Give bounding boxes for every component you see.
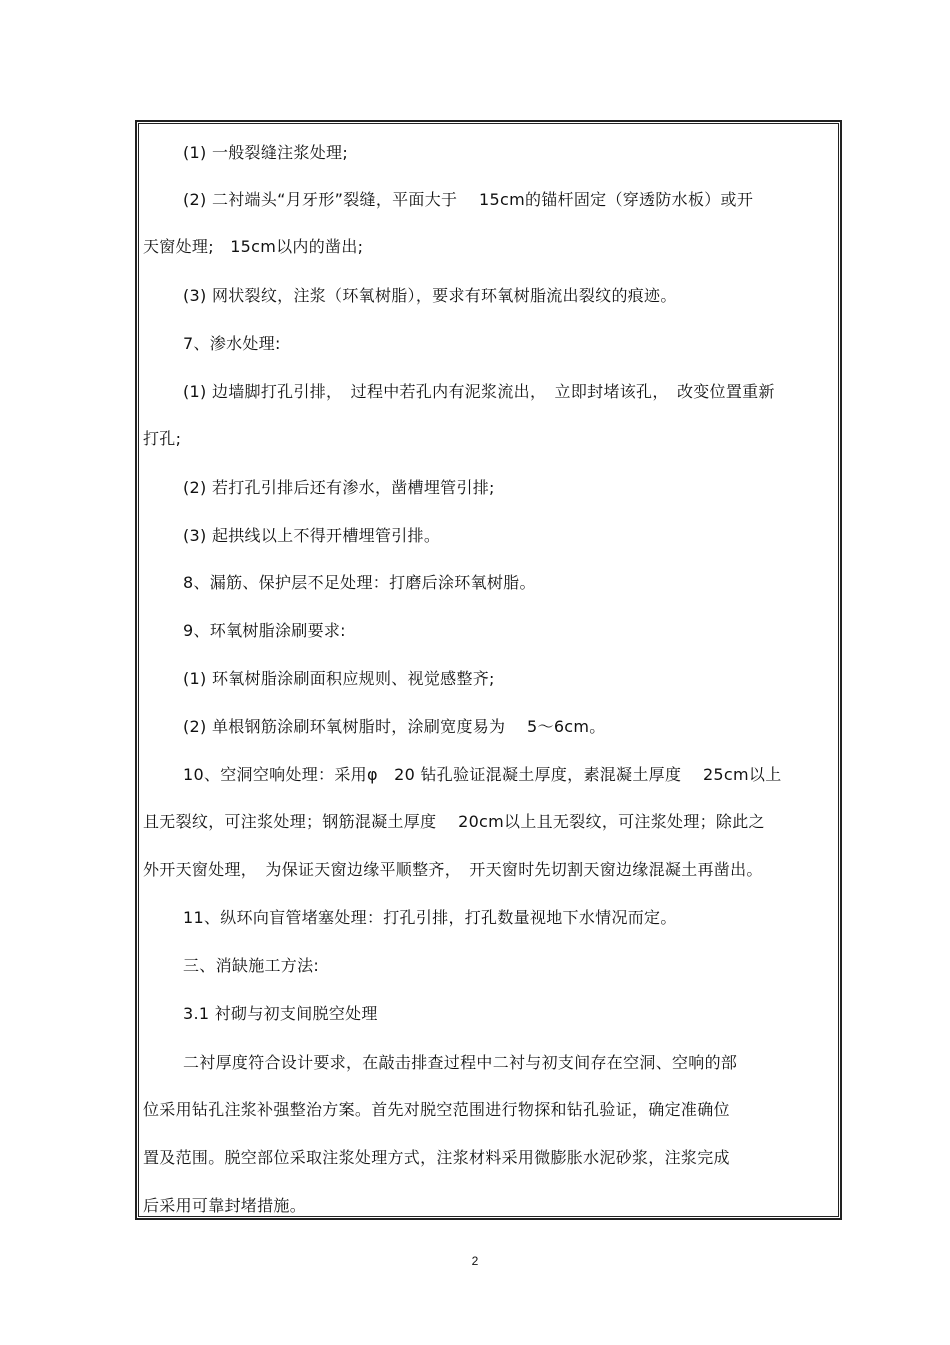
text-line-14: 10、空洞空响处理：采用φ 20 钻孔验证混凝土厚度，素混凝土厚度 25cm以上	[183, 765, 782, 784]
text-line-23: 后采用可靠封堵措施。	[143, 1196, 307, 1215]
text-line-1: (1) 一般裂缝注浆处理;	[183, 143, 349, 162]
text-line-11: 9、环氧树脂涂刷要求:	[183, 621, 346, 640]
text-line-16: 外开天窗处理， 为保证天窗边缘平顺整齐， 开天窗时先切割天窗边缘混凝土再凿出。	[143, 860, 763, 879]
text-line-21: 位采用钻孔注浆补强整治方案。首先对脱空范围进行物探和钻孔验证，确定准确位	[143, 1100, 730, 1119]
text-line-17: 11、纵环向盲管堵塞处理：打孔引排，打孔数量视地下水情况而定。	[183, 908, 677, 927]
text-line-19: 3.1 衬砌与初支间脱空处理	[183, 1004, 378, 1023]
text-line-3: 天窗处理; 15cm以内的凿出;	[143, 237, 364, 256]
text-line-15: 且无裂纹，可注浆处理；钢筋混凝土厚度 20cm以上且无裂纹，可注浆处理；除此之	[143, 812, 765, 831]
text-line-13: (2) 单根钢筋涂刷环氧树脂时，涂刷宽度易为 5～6cm。	[183, 717, 606, 736]
text-line-9: (3) 起拱线以上不得开槽埋管引排。	[183, 526, 441, 545]
text-line-4: (3) 网状裂纹，注浆（环氧树脂），要求有环氧树脂流出裂纹的痕迹。	[183, 286, 677, 305]
text-line-10: 8、漏筋、保护层不足处理：打磨后涂环氧树脂。	[183, 573, 536, 592]
page-number: 2	[471, 1254, 479, 1268]
text-line-18: 三、消缺施工方法:	[183, 956, 320, 975]
text-line-6: (1) 边墙脚打孔引排， 过程中若孔内有泥浆流出， 立即封堵该孔， 改变位置重新	[183, 382, 775, 401]
text-line-22: 置及范围。脱空部位采取注浆处理方式，注浆材料采用微膨胀水泥砂浆，注浆完成	[143, 1148, 730, 1167]
text-line-20: 二衬厚度符合设计要求，在敲击排查过程中二衬与初支间存在空洞、空响的部	[183, 1053, 738, 1072]
content-frame	[135, 120, 842, 1220]
text-line-7: 打孔;	[143, 429, 182, 448]
text-line-8: (2) 若打孔引排后还有渗水，凿槽埋管引排;	[183, 478, 495, 497]
text-line-5: 7、渗水处理:	[183, 334, 281, 353]
text-line-12: (1) 环氧树脂涂刷面积应规则、视觉感整齐;	[183, 669, 495, 688]
text-line-2: (2) 二衬端头“月牙形”裂缝，平面大于 15cm的锚杆固定（穿透防水板）或开	[183, 190, 754, 209]
